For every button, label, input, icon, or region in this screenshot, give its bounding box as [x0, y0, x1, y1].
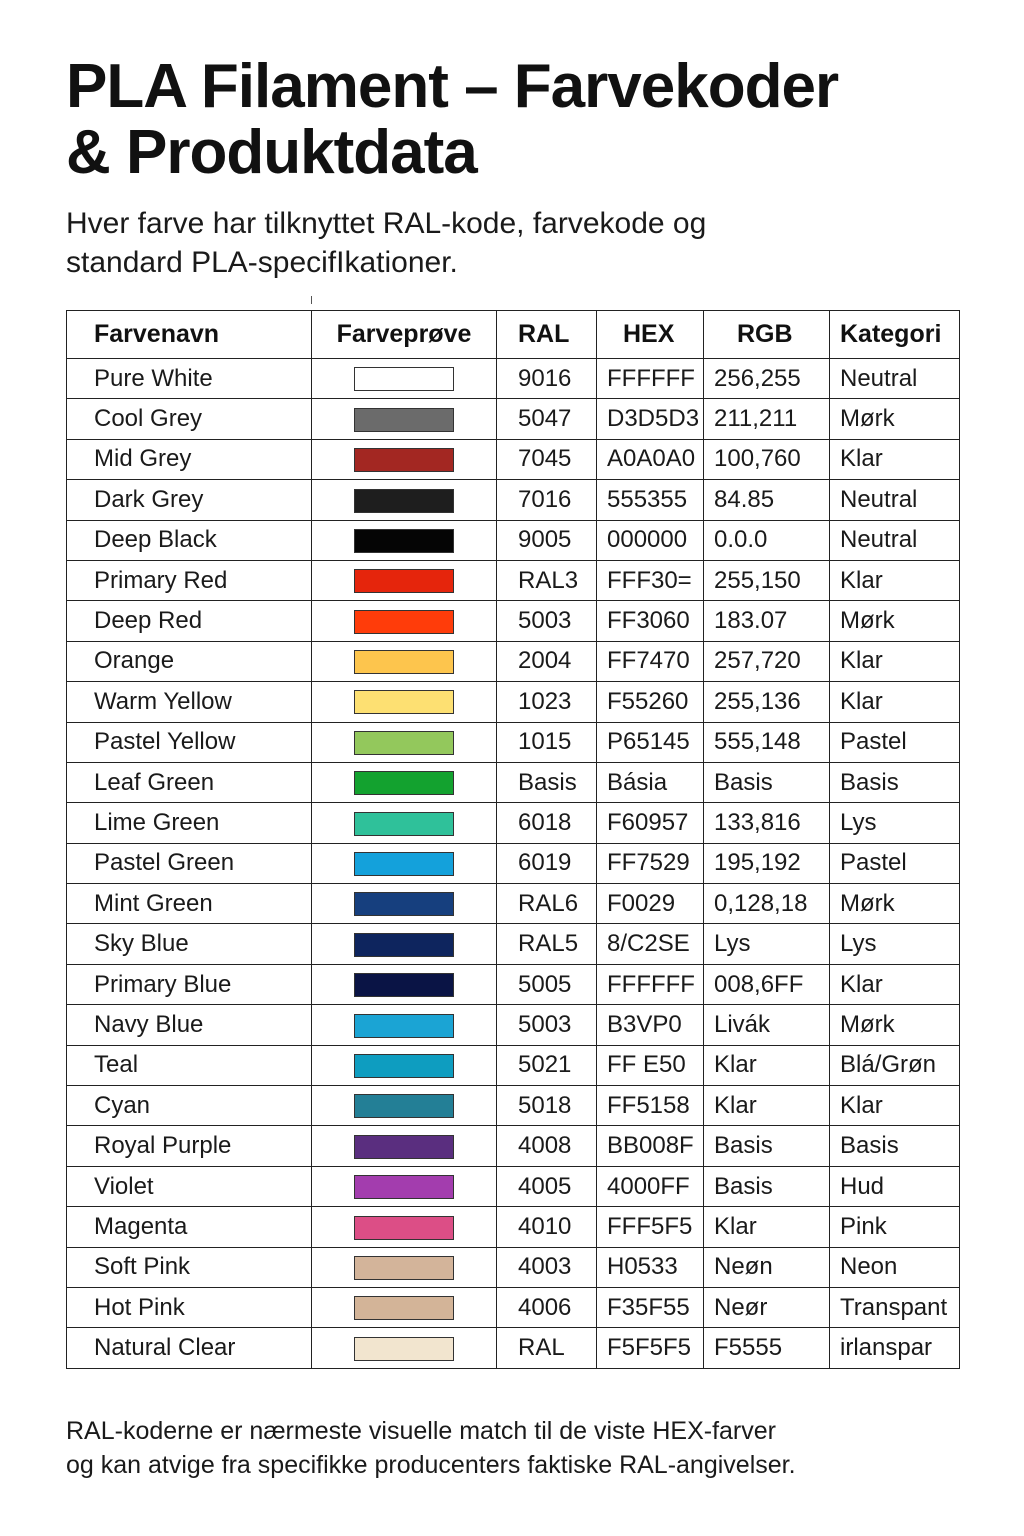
cell-swatch — [312, 601, 497, 641]
table-row — [67, 359, 960, 399]
cell-swatch — [312, 1207, 497, 1247]
color-swatch — [354, 1216, 454, 1240]
table-header-row — [67, 311, 960, 359]
table-row — [67, 924, 960, 964]
cell-hex: F60957 — [597, 803, 704, 843]
cell-swatch — [312, 964, 497, 1004]
cell-category: Mørk — [830, 884, 960, 924]
cell-hex: F5F5F5 — [597, 1328, 704, 1368]
cell-swatch — [312, 762, 497, 802]
cell-color-name: Primary Red — [67, 560, 312, 600]
cell-ral: 4006 — [497, 1287, 597, 1327]
cell-ral: 4008 — [497, 1126, 597, 1166]
cell-color-name: Sky Blue — [67, 924, 312, 964]
cell-rgb: 256,255 — [704, 359, 830, 399]
cell-color-name: Mint Green — [67, 884, 312, 924]
cell-category: irlanspar — [830, 1328, 960, 1368]
cell-rgb: Neøn — [704, 1247, 830, 1287]
color-swatch — [354, 973, 454, 997]
cell-color-name: Pastel Green — [67, 843, 312, 883]
color-swatch — [354, 1337, 454, 1361]
table-row — [67, 1207, 960, 1247]
table-body — [67, 359, 960, 1369]
cell-rgb: 183.07 — [704, 601, 830, 641]
table-row — [67, 1247, 960, 1287]
cell-category: Mørk — [830, 601, 960, 641]
cell-rgb: 555,148 — [704, 722, 830, 762]
cell-category: Klar — [830, 641, 960, 681]
cell-hex: FF5158 — [597, 1086, 704, 1126]
cell-hex: B3VP0 — [597, 1005, 704, 1045]
cell-color-name: Pure White — [67, 359, 312, 399]
header-ral: RAL — [497, 311, 597, 359]
table-row — [67, 1126, 960, 1166]
cell-hex: 8/C2SE — [597, 924, 704, 964]
cell-hex: Básia — [597, 762, 704, 802]
cell-rgb: F5555 — [704, 1328, 830, 1368]
cell-ral: RAL6 — [497, 884, 597, 924]
cell-color-name: Hot Pink — [67, 1287, 312, 1327]
cell-color-name: Royal Purple — [67, 1126, 312, 1166]
cell-color-name: Deep Black — [67, 520, 312, 560]
header-rgb: RGB — [704, 311, 830, 359]
cell-category: Basis — [830, 762, 960, 802]
color-swatch — [354, 1175, 454, 1199]
header-color-name: Farvenavn — [67, 311, 312, 359]
cell-hex: FFF5F5 — [597, 1207, 704, 1247]
cell-swatch — [312, 843, 497, 883]
cell-swatch — [312, 1086, 497, 1126]
color-swatch — [354, 569, 454, 593]
color-swatch — [354, 1014, 454, 1038]
divider-tick — [311, 296, 312, 304]
cell-category: Blá/Grøn — [830, 1045, 960, 1085]
cell-color-name: Lime Green — [67, 803, 312, 843]
cell-swatch — [312, 1126, 497, 1166]
cell-ral: 1023 — [497, 682, 597, 722]
table-row — [67, 641, 960, 681]
cell-color-name: Leaf Green — [67, 762, 312, 802]
cell-ral: Basis — [497, 762, 597, 802]
cell-category: Lys — [830, 924, 960, 964]
table-row — [67, 682, 960, 722]
cell-ral: 9016 — [497, 359, 597, 399]
color-swatch — [354, 650, 454, 674]
table-row — [67, 1005, 960, 1045]
cell-rgb: Klar — [704, 1086, 830, 1126]
cell-hex: D3D5D3 — [597, 399, 704, 439]
cell-rgb: Livák — [704, 1005, 830, 1045]
cell-category: Hud — [830, 1166, 960, 1206]
cell-ral: 6019 — [497, 843, 597, 883]
cell-ral: 4003 — [497, 1247, 597, 1287]
table-row — [67, 601, 960, 641]
cell-ral: 5021 — [497, 1045, 597, 1085]
cell-hex: FFFFFF — [597, 359, 704, 399]
cell-ral: 1015 — [497, 722, 597, 762]
color-swatch — [354, 489, 454, 513]
cell-category: Klar — [830, 682, 960, 722]
cell-swatch — [312, 439, 497, 479]
cell-color-name: Mid Grey — [67, 439, 312, 479]
table-row — [67, 1328, 960, 1368]
cell-category: Transpant — [830, 1287, 960, 1327]
cell-swatch — [312, 520, 497, 560]
cell-ral: 4010 — [497, 1207, 597, 1247]
table-row — [67, 1086, 960, 1126]
cell-swatch — [312, 1287, 497, 1327]
cell-color-name: Dark Grey — [67, 480, 312, 520]
table-row — [67, 964, 960, 1004]
footnote — [66, 1414, 966, 1482]
color-swatch — [354, 408, 454, 432]
cell-rgb: Klar — [704, 1045, 830, 1085]
color-swatch — [354, 1256, 454, 1280]
cell-ral: RAL5 — [497, 924, 597, 964]
cell-category: Pink — [830, 1207, 960, 1247]
cell-ral: 5003 — [497, 601, 597, 641]
cell-rgb: 008,6FF — [704, 964, 830, 1004]
cell-ral: 9005 — [497, 520, 597, 560]
color-swatch — [354, 529, 454, 553]
cell-rgb: 84.85 — [704, 480, 830, 520]
cell-ral: 2004 — [497, 641, 597, 681]
cell-ral: 5018 — [497, 1086, 597, 1126]
cell-swatch — [312, 924, 497, 964]
table-row — [67, 884, 960, 924]
cell-category: Mørk — [830, 399, 960, 439]
cell-rgb: 255,136 — [704, 682, 830, 722]
cell-category: Neon — [830, 1247, 960, 1287]
cell-swatch — [312, 1045, 497, 1085]
cell-hex: FF E50 — [597, 1045, 704, 1085]
cell-swatch — [312, 1247, 497, 1287]
color-swatch — [354, 892, 454, 916]
color-swatch — [354, 610, 454, 634]
cell-hex: 4000FF — [597, 1166, 704, 1206]
cell-category: Pastel — [830, 843, 960, 883]
color-swatch — [354, 731, 454, 755]
page-title-line-1: PLA Filament – Farvekoder — [66, 52, 839, 121]
cell-category: Klar — [830, 1086, 960, 1126]
cell-hex: H0533 — [597, 1247, 704, 1287]
cell-category: Mørk — [830, 1005, 960, 1045]
cell-swatch — [312, 884, 497, 924]
cell-color-name: Cool Grey — [67, 399, 312, 439]
cell-rgb: Klar — [704, 1207, 830, 1247]
cell-swatch — [312, 1005, 497, 1045]
table-row — [67, 399, 960, 439]
table-row — [67, 439, 960, 479]
table-row — [67, 843, 960, 883]
color-table — [66, 310, 960, 1369]
cell-rgb: Basis — [704, 1166, 830, 1206]
table-row — [67, 1045, 960, 1085]
page-subtitle — [66, 204, 966, 282]
color-swatch — [354, 448, 454, 472]
cell-hex: FF7470 — [597, 641, 704, 681]
page-subtitle-line-2: standard PLA-specifIkationer. — [66, 246, 458, 279]
table-row — [67, 1287, 960, 1327]
cell-rgb: Neør — [704, 1287, 830, 1327]
color-swatch — [354, 1135, 454, 1159]
cell-color-name: Cyan — [67, 1086, 312, 1126]
cell-color-name: Primary Blue — [67, 964, 312, 1004]
color-swatch — [354, 852, 454, 876]
cell-swatch — [312, 641, 497, 681]
cell-color-name: Magenta — [67, 1207, 312, 1247]
cell-ral: 5005 — [497, 964, 597, 1004]
color-swatch — [354, 690, 454, 714]
cell-rgb: 0.0.0 — [704, 520, 830, 560]
cell-hex: 000000 — [597, 520, 704, 560]
cell-category: Klar — [830, 964, 960, 1004]
table-row — [67, 762, 960, 802]
cell-ral: RAL — [497, 1328, 597, 1368]
cell-category: Pastel — [830, 722, 960, 762]
cell-category: Lys — [830, 803, 960, 843]
cell-swatch — [312, 803, 497, 843]
cell-hex: F35F55 — [597, 1287, 704, 1327]
cell-hex: FFF30= — [597, 560, 704, 600]
color-swatch — [354, 1054, 454, 1078]
cell-color-name: Soft Pink — [67, 1247, 312, 1287]
cell-rgb: Lys — [704, 924, 830, 964]
header-category: Kategori — [830, 311, 960, 359]
cell-category: Basis — [830, 1126, 960, 1166]
cell-rgb: 100,760 — [704, 439, 830, 479]
cell-color-name: Orange — [67, 641, 312, 681]
cell-hex: FF3060 — [597, 601, 704, 641]
cell-swatch — [312, 399, 497, 439]
cell-swatch — [312, 1328, 497, 1368]
cell-category: Neutral — [830, 520, 960, 560]
cell-color-name: Violet — [67, 1166, 312, 1206]
cell-category: Neutral — [830, 359, 960, 399]
cell-ral: 6018 — [497, 803, 597, 843]
cell-swatch — [312, 359, 497, 399]
footnote-line-2: og kan atvige fra specifikke producenters faktiske RAL-angivelser. — [66, 1451, 796, 1479]
header-swatch: Farveprøve — [312, 311, 497, 359]
cell-hex: F55260 — [597, 682, 704, 722]
cell-rgb: 195,192 — [704, 843, 830, 883]
cell-hex: F0029 — [597, 884, 704, 924]
cell-color-name: Deep Red — [67, 601, 312, 641]
table-row — [67, 560, 960, 600]
cell-rgb: 257,720 — [704, 641, 830, 681]
cell-swatch — [312, 722, 497, 762]
footnote-line-1: RAL-koderne er nærmeste visuelle match til de viste HEX-farver — [66, 1417, 776, 1445]
cell-hex: BB008F — [597, 1126, 704, 1166]
cell-ral: 7016 — [497, 480, 597, 520]
table-row — [67, 480, 960, 520]
cell-rgb: 133,816 — [704, 803, 830, 843]
cell-hex: 555355 — [597, 480, 704, 520]
table-row — [67, 520, 960, 560]
cell-hex: FF7529 — [597, 843, 704, 883]
page-title — [66, 54, 966, 186]
cell-swatch — [312, 560, 497, 600]
cell-ral: 7045 — [497, 439, 597, 479]
cell-rgb: 0,128,18 — [704, 884, 830, 924]
cell-color-name: Pastel Yellow — [67, 722, 312, 762]
cell-category: Klar — [830, 560, 960, 600]
table-row — [67, 722, 960, 762]
cell-color-name: Natural Clear — [67, 1328, 312, 1368]
cell-hex: FFFFFF — [597, 964, 704, 1004]
cell-ral: RAL3 — [497, 560, 597, 600]
table-row — [67, 1166, 960, 1206]
cell-color-name: Teal — [67, 1045, 312, 1085]
cell-color-name: Navy Blue — [67, 1005, 312, 1045]
cell-rgb: Basis — [704, 762, 830, 802]
cell-rgb: 211,211 — [704, 399, 830, 439]
cell-ral: 4005 — [497, 1166, 597, 1206]
cell-color-name: Warm Yellow — [67, 682, 312, 722]
cell-ral: 5003 — [497, 1005, 597, 1045]
page-title-line-2: & Produktdata — [66, 118, 477, 187]
cell-hex: A0A0A0 — [597, 439, 704, 479]
color-swatch — [354, 812, 454, 836]
cell-swatch — [312, 480, 497, 520]
cell-category: Klar — [830, 439, 960, 479]
cell-rgb: Basis — [704, 1126, 830, 1166]
header-hex: HEX — [597, 311, 704, 359]
table-row — [67, 803, 960, 843]
cell-rgb: 255,150 — [704, 560, 830, 600]
color-swatch — [354, 1296, 454, 1320]
color-swatch — [354, 933, 454, 957]
color-swatch — [354, 771, 454, 795]
color-swatch — [354, 367, 454, 391]
cell-ral: 5047 — [497, 399, 597, 439]
cell-category: Neutral — [830, 480, 960, 520]
cell-swatch — [312, 682, 497, 722]
color-swatch — [354, 1094, 454, 1118]
cell-hex: P65145 — [597, 722, 704, 762]
cell-swatch — [312, 1166, 497, 1206]
page-subtitle-line-1: Hver farve har tilknyttet RAL-kode, farvekode og — [66, 207, 707, 240]
